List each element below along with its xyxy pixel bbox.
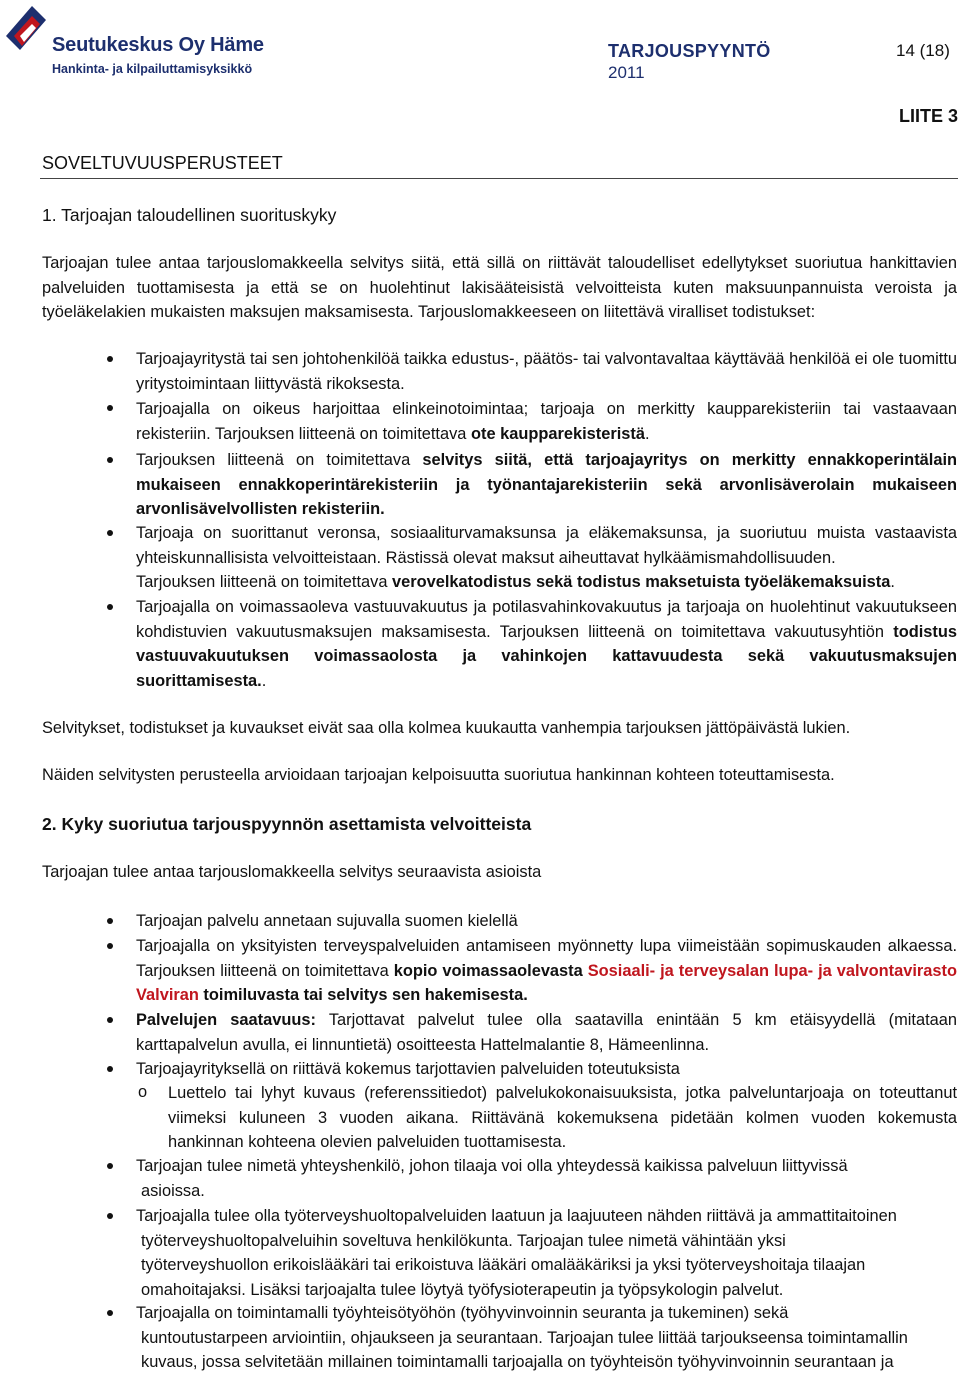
text: Tarjouksen liitteenä on toimitettava <box>136 451 423 469</box>
text: Tarjoajalla on oikeus harjoittaa elinkeinotoimintaa; tarjoaja on merkitty kaupparekisteriin tai vastaavaan rekisteriin. Tarjouksen liitteenä on toimitettava <box>136 400 957 443</box>
document-title: TARJOUSPYYNTÖ <box>608 41 771 61</box>
s2-bullet-6 <box>136 1204 897 1302</box>
logo-subtitle: Hankinta- ja kilpailuttamisyksikkö <box>52 62 253 76</box>
header-divider <box>40 178 958 179</box>
bullet-dot <box>107 530 113 536</box>
text-line: omahoitajaksi. Lisäksi tarjoajalta tulee löytyä työfysioterapeutin ja työpsykologin palvelut. <box>141 1280 784 1299</box>
text: . <box>261 671 267 690</box>
s1-bullet-1: Tarjoajayritystä tai sen johtohenkilöä taikka edustus-, päätös- tai valvontavaltaa käyttävää henkilöä ei ole tuomittu yritystoimintaan liittyvästä rikoksesta. <box>136 350 957 393</box>
bold-text: ote kaupparekisteristä <box>470 424 645 443</box>
bold-text: kopio voimassaolevasta <box>393 961 583 980</box>
text: Tarjoaja on suorittanut veronsa, sosiaaliturvamaksunsa ja eläkemaksunsa, ja suoriutuu muista vastaavista yhteiskunnallisista velvoitteistaan. Rästissä olevat maksut aiheuttavat hylkäämismahdollisuuden. <box>136 524 957 567</box>
text: . <box>890 573 895 591</box>
bold-text: verovelkatodistus sekä todistus maksetuista työeläkemaksuista <box>392 573 891 591</box>
s2-bullet-4: Tarjoajayrityksellä on riittävä kokemus tarjottavien palveluiden toteutuksista <box>136 1060 680 1078</box>
text-line: kuvaus, jossa selvitetään millainen toimintamalli tarjoajalla on työyhteisön työhyvinvoinnin seurantaan ja <box>141 1353 894 1371</box>
sub-bullet-marker: o <box>138 1083 148 1101</box>
document-year: 2011 <box>608 63 645 82</box>
s1-bullet-3 <box>136 448 957 522</box>
text: Tarjoajalla on voimassaoleva vastuuvakuutus ja potilasvahinkovakuutus ja tarjoaja on huolehtinut vakuutukseen kohdistuvien vakuutusmaksujen maksamisesta. Tarjouksen liitteenä on toimitettava vakuutusyhtiön <box>136 598 957 641</box>
text-line: Tarjoajalla tulee olla työterveyshuoltopalveluiden laatuun ja laajuuteen nähden riittävä ja ammattitaitoinen <box>136 1207 897 1225</box>
logo-name: Seutukeskus Oy Häme <box>52 34 264 56</box>
text: Tarjottavat palvelut tulee olla saatavilla enintään 5 km etäisyydellä (mitataan karttapalvelun avulla, ei linnuntietä) osoitteesta Hattelmalantie 8, Hämeenlinna. <box>136 1011 957 1054</box>
s1-bullet-2 <box>136 397 957 446</box>
authority-name: Sosiaali- ja terveysalan lupa- ja valvontavirasto Valviran <box>136 961 957 1004</box>
bullet-dot <box>107 1017 113 1023</box>
s2-bullet-3 <box>136 1008 957 1057</box>
assessment-paragraph: Näiden selvitysten perusteella arvioidaan tarjoajan kelpoisuutta suoriutua hankinnan kohteen toteuttamisesta. <box>42 766 835 784</box>
s1-bullet-4 <box>136 521 957 595</box>
intro-text: Tarjoajan tulee antaa tarjouslomakkeella selvitys siitä, että sillä on riittävät taloudelliset edellytykset suoriutua hankittavien palveluiden tuottamisesta ja että se on huolehtinut lakisääteisistä velvoitteista kuten maksuunpannuista veroista ja työeläkelakien mukaisten maksujen maksamisesta. <box>42 254 957 321</box>
text-line: Tarjoajalla on toimintamalli työyhteisötyöhön (työhyvinvoinnin seuranta ja tukeminen) sekä <box>136 1304 789 1322</box>
bold-text: todistus vastuuvakuutuksen voimassaolosta ja vahinkojen kattavuudesta sekä vakuutusmaksujen suorittamisesta. <box>136 622 957 690</box>
bullet-dot <box>107 1163 113 1169</box>
text: Tarjouksen liitteenä on toimitettava <box>136 573 393 591</box>
bold-label: Palvelujen saatavuus: <box>136 1011 316 1029</box>
s2-bullet-5 <box>136 1154 848 1203</box>
bold-text: toimiluvasta tai selvitys sen hakemisesta. <box>198 986 528 1004</box>
text: . <box>644 424 650 443</box>
page-number: 14 (18) <box>896 41 950 60</box>
appendix-label: LIITE 3 <box>899 106 959 126</box>
text-line: työterveyshuollon erikoislääkäri tai erikoistuva lääkäri omalääkäriksi ja yksi työterveyshoitaja tilaajan <box>141 1256 866 1274</box>
validity-paragraph: Selvitykset, todistukset ja kuvaukset eivät saa olla kolmea kuukautta vanhempia tarjouksen jättöpäivästä lukien. <box>42 719 851 737</box>
section-2-intro: Tarjoajan tulee antaa tarjouslomakkeella selvitys seuraavista asioista <box>42 863 542 881</box>
organization-logo <box>6 6 264 76</box>
section-title: SOVELTUVUUSPERUSTEET <box>42 153 283 173</box>
s2-sub-bullet-1: Luettelo tai lyhyt kuvaus (referenssitiedot) palvelukokonaisuuksista, jotka palveluntarjoaja on toteuttanut viimeksi kuluneen 3 vuoden aikana. Riittävänä kokemuksena pidetään kolmen vuoden kokemusta hankinnan kohteena olevien palveluiden tuottamisesta. <box>168 1084 957 1151</box>
bullet-dot <box>107 1066 113 1072</box>
text-line: kuntoutustarpeen arviointiin, ohjaukseen ja seurantaan. Tarjoajan tulee liittää tarjoukseensa toimintamallin <box>141 1328 908 1347</box>
bullet-dot <box>107 405 113 411</box>
section-1-intro <box>42 251 957 325</box>
bullet-dot <box>107 1310 113 1316</box>
bullet-dot <box>107 943 113 949</box>
bullet-dot <box>107 457 113 463</box>
text-line: Tarjoajan tulee nimetä yhteyshenkilö, johon tilaaja voi olla yhteydessä kaikissa palveluun liittyvissä <box>136 1157 848 1175</box>
section-2-heading: 2. Kyky suoriutua tarjouspyynnön asettamista velvoitteista <box>42 814 532 834</box>
intro-attachments: Tarjouslomakkeeseen on liitettävä viralliset todistukset: <box>413 303 816 321</box>
s2-bullet-7 <box>136 1301 908 1375</box>
logo-icon <box>6 6 50 54</box>
text-line: asioissa. <box>141 1181 205 1200</box>
section-1-heading: 1. Tarjoajan taloudellinen suorituskyky <box>42 205 337 225</box>
bullet-dot <box>107 604 113 610</box>
bullet-dot <box>107 1213 113 1219</box>
text: Tarjoajalla on yksityisten terveyspalveluiden antamiseen myönnetty lupa viimeistään sopimuskauden alkaessa. Tarjouksen liitteenä on toimitettava <box>136 937 957 980</box>
s2-bullet-1: Tarjoajan palvelu annetaan sujuvalla suomen kielellä <box>136 912 518 930</box>
bold-text: selvitys siitä, että tarjoajayritys on merkitty ennakkoperintälain mukaiseen ennakkoperintärekisteriin ja työnantajarekisteriin sekä arvonlisäverolain mukaiseen arvonlisävelvollisten rekisteriin. <box>136 451 958 518</box>
s1-bullet-5 <box>136 595 957 693</box>
bullet-dot <box>107 356 113 362</box>
bullet-dot <box>107 918 113 924</box>
text-line: työterveyshuoltopalveluihin soveltuva henkilökunta. Tarjoajan tulee nimetä vähintään yksi <box>141 1231 786 1250</box>
s2-bullet-2 <box>136 934 957 1008</box>
